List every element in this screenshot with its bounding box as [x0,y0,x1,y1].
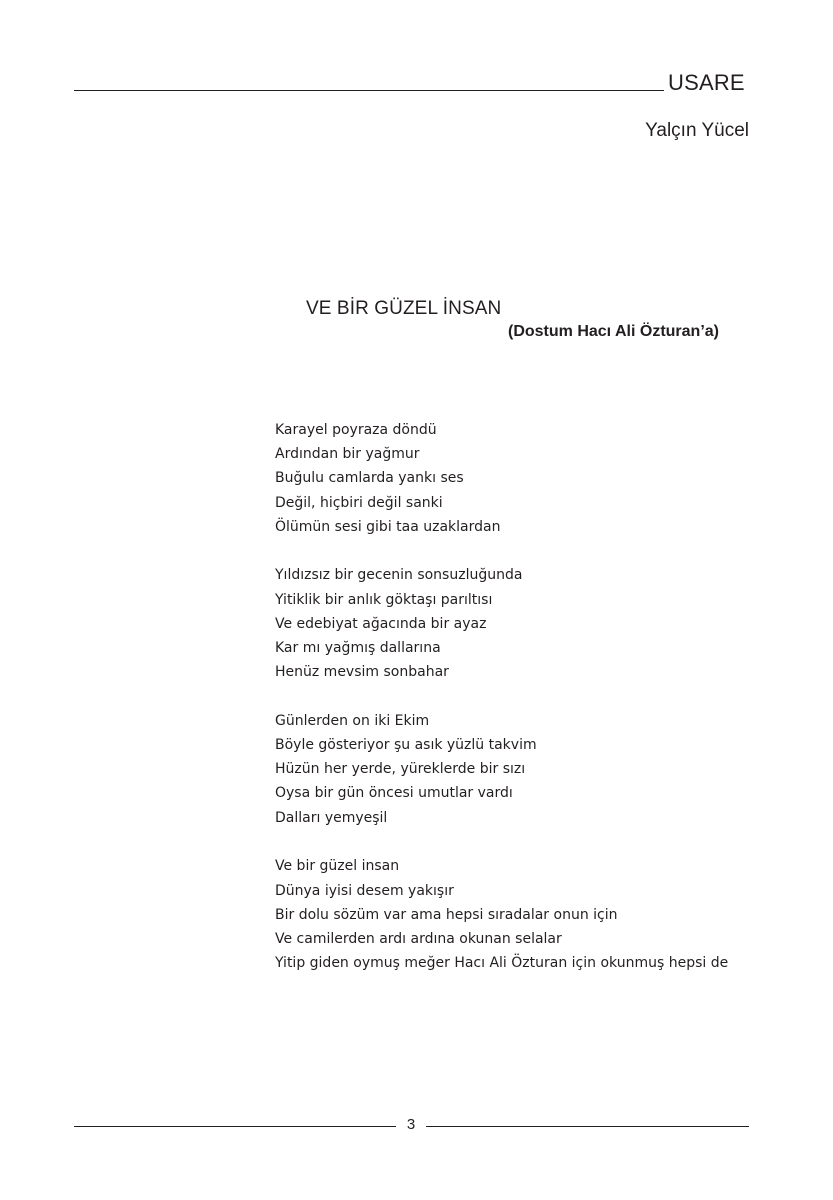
footer-rule-right [426,1126,749,1127]
poem-line: Yıldızsız bir gecenin sonsuzluğunda [275,567,523,584]
footer-rule-left [74,1126,396,1127]
poem-line: Ardından bir yağmur [275,446,420,463]
poem-line: Dalları yemyeşil [275,809,388,826]
stanza [275,563,728,684]
poem-line: Kar mı yağmış dallarına [275,640,441,656]
author-name: Yalçın Yücel [645,120,749,141]
poem-line: Ve bir güzel insan [275,858,400,875]
poem-dedication: (Dostum Hacı Ali Özturan’a) [508,323,719,340]
journal-name: USARE [668,70,745,95]
poem-line: Yitip giden oymuş meğer Hacı Ali Özturan için okunmuş hepsi de [275,955,729,972]
stanza [275,854,728,975]
stanza [275,709,728,830]
header-rule [74,90,664,91]
poem-line: Böyle gösteriyor şu asık yüzlü takvim [275,737,537,754]
poem-line: Henüz mevsim sonbahar [275,664,449,681]
poem-line: Ölümün sesi gibi taa uzaklardan [275,518,501,535]
poem-line: Günlerden on iki Ekim [275,712,430,729]
poem-line: Ve edebiyat ağacında bir ayaz [275,615,487,632]
page-number: 3 [406,1116,416,1133]
poem-line: Hüzün her yerde, yüreklerde bir sızı [275,761,526,778]
poem-title: VE BİR GÜZEL İNSAN [306,298,502,319]
stanza [275,418,728,539]
poem-line: Ve camilerden ardı ardına okunan selalar [275,930,562,947]
poem-body [275,418,728,1000]
poem-line: Dünya iyisi desem yakışır [275,882,454,899]
poem-line: Yitiklik bir anlık göktaşı parıltısı [275,591,493,608]
poem-line: Karayel poyraza döndü [275,422,437,438]
poem-line: Oysa bir gün öncesi umutlar vardı [275,785,513,802]
poem-line: Bir dolu sözüm var ama hepsi sıradalar onun için [275,906,618,923]
poem-line: Buğulu camlarda yankı ses [275,470,464,487]
poem-line: Değil, hiçbiri değil sanki [275,494,443,511]
